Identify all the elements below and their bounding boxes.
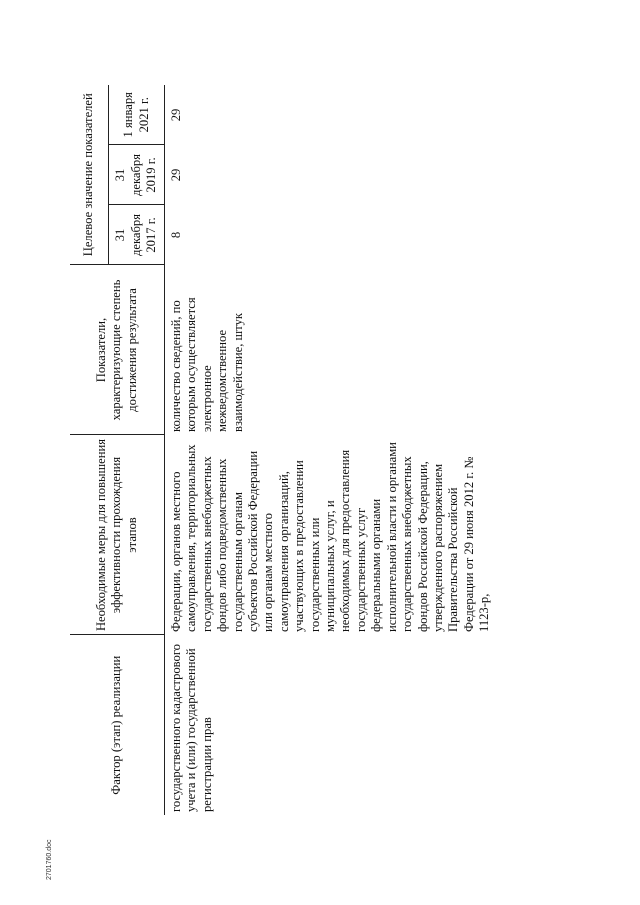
header-date-2019: 31 декабря 2019 г. [109, 145, 165, 205]
header-target-value: Целевое значение показателей [70, 85, 109, 265]
header-measures: Необходимые меры для повышения эффективности прохождения этапов [70, 435, 165, 635]
indicators-table [70, 85, 497, 815]
cell-value-2017: 8 [169, 231, 183, 239]
page-number [52, 0, 72, 443]
cell-factor: государственного кадастрового учета и (или) государственной регистрации прав [169, 644, 214, 812]
table-row [165, 85, 497, 815]
cell-indicator: количество сведений, по которым осуществляется электронное межведомственное взаимодействие, штук [169, 297, 245, 432]
table-header [70, 85, 165, 815]
rotated-table-container [70, 85, 550, 815]
cell-value-2019: 29 [169, 168, 183, 182]
header-factor: Фактор (этап) реализации [70, 635, 165, 815]
cell-measures: Федерации, органов местного самоуправления, территориальных государственных внебюджетных фондов либо подведомственных государственным органам субъектов Российской Федерации или органам местного самоуправления организаций, участвующих в предоставлении государственных или муниципальных услуг, и необходимых для предоставления государственных услуг федеральными органами исполнительной власти и органами государственных внебюджетных фондов Российской Федерации, утвержденного распоряжением Правительства Российской Федерации от 29 июня 2012 г. № 1123-р, [169, 442, 492, 632]
header-date-2017: 31 декабря 2017 г. [109, 205, 165, 265]
document-code: 2701760.doc [46, 839, 53, 880]
header-date-2021: 1 января 2021 г. [109, 85, 165, 145]
header-indicators: Показатели, характеризующие степень достижения результата [70, 265, 165, 435]
cell-value-2021: 29 [169, 108, 183, 122]
